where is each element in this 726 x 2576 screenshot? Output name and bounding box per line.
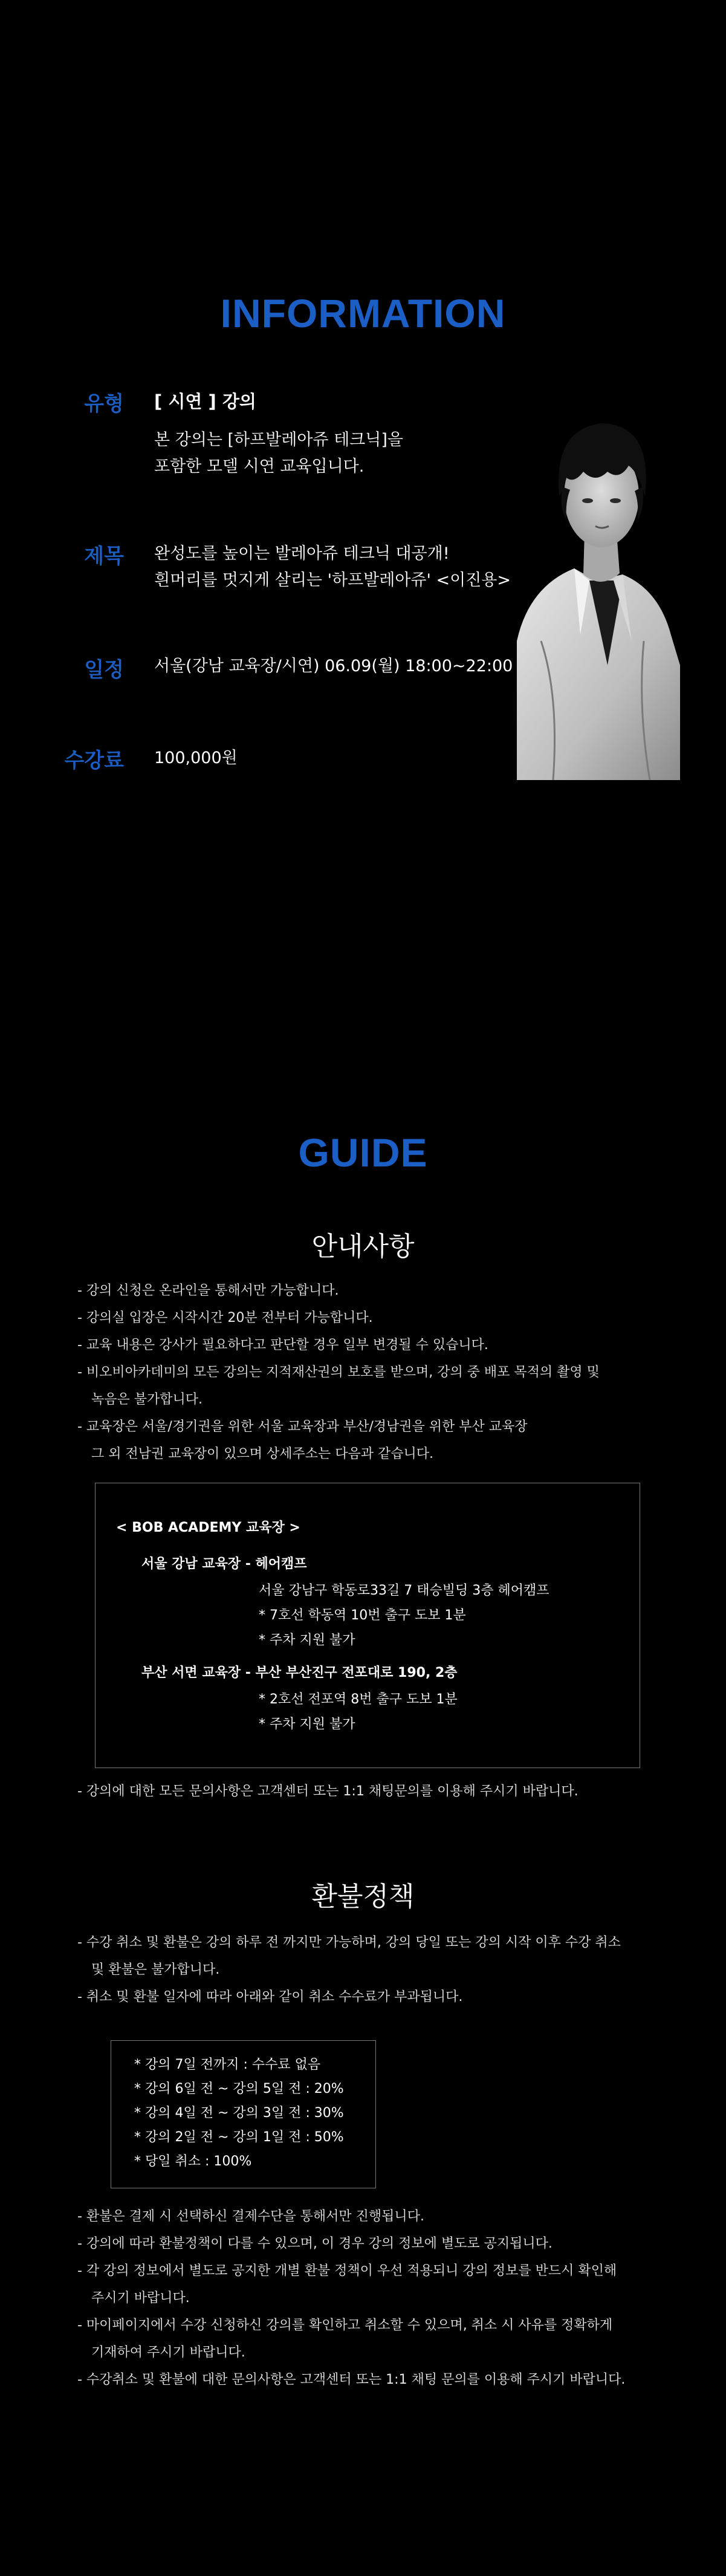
subject-label: 제목 — [84, 544, 124, 568]
guide-heading: GUIDE — [298, 1130, 428, 1175]
notice-list — [77, 1277, 658, 1468]
schedule-value: 서울(강남 교육장/시연) 06.09(월) 18:00~22:00 — [154, 657, 513, 675]
refund-item: - 각 강의 정보에서 별도로 공지한 개별 환불 정책이 우선 적용되니 강의 정보를 반드시 확인해 — [77, 2263, 617, 2278]
seoul-subway: * 7호선 학동역 10번 출구 도보 1분 — [259, 1608, 466, 1623]
notice-item: - 비오비아카데미의 모든 강의는 지적재산권의 보호를 받으며, 강의 중 배포 목적의 촬영 및 — [77, 1365, 600, 1380]
fee-label: 수강료 — [64, 749, 124, 773]
notice-item: - 교육장은 서울/경기권을 위한 서울 교육장과 부산/경남권을 위한 부산 교육장 — [77, 1419, 528, 1434]
notice-title: 안내사항 — [311, 1231, 415, 1262]
notice-footer: - 강의에 대한 모든 문의사항은 고객센터 또는 1:1 채팅문의를 이용해 주시기 바랍니다. — [77, 1784, 579, 1799]
notice-item: - 강의 신청은 온라인을 통해서만 가능합니다. — [77, 1283, 339, 1298]
notice-item: 녹음은 불가합니다. — [91, 1392, 203, 1407]
refund-fee-table — [111, 2040, 376, 2188]
seoul-location-name: 서울 강남 교육장 - 헤어캠프 — [141, 1556, 307, 1572]
refund-list-bottom — [77, 2203, 658, 2393]
type-title: [ 시연 ] 강의 — [154, 391, 256, 412]
refund-fee-row: * 강의 4일 전 ~ 강의 3일 전 : 30% — [134, 2106, 344, 2121]
instructor-photo — [517, 381, 680, 780]
refund-title: 환불정책 — [311, 1881, 415, 1912]
refund-fee-row: * 강의 2일 전 ~ 강의 1일 전 : 50% — [134, 2130, 344, 2145]
refund-item: - 수강 취소 및 환불은 강의 하루 전 까지만 가능하며, 강의 당일 또는 강의 시작 이후 수강 취소 — [77, 1935, 621, 1950]
type-desc-line-2: 포함한 모델 시연 교육입니다. — [154, 457, 365, 476]
busan-location-name: 부산 서면 교육장 - 부산 부산진구 전포대로 190, 2층 — [141, 1665, 458, 1680]
busan-parking: * 주차 지원 불가 — [259, 1717, 355, 1732]
subject-line-1: 완성도를 높이는 발레아쥬 테크닉 대공개! — [154, 544, 450, 563]
refund-item: - 마이페이지에서 수강 신청하신 강의를 확인하고 취소할 수 있으며, 취소 시 사유를 정확하게 — [77, 2318, 613, 2333]
refund-fee-row: * 강의 6일 전 ~ 강의 5일 전 : 20% — [134, 2081, 344, 2096]
busan-subway: * 2호선 전포역 8번 출구 도보 1분 — [259, 1692, 458, 1707]
information-heading: INFORMATION — [220, 291, 506, 336]
refund-item: - 강의에 따라 환불정책이 다를 수 있으며, 이 경우 강의 정보에 별도로 공지됩니다. — [77, 2236, 553, 2251]
academy-box-title: < BOB ACADEMY 교육장 > — [116, 1520, 300, 1535]
seoul-parking: * 주차 지원 불가 — [259, 1633, 355, 1648]
fee-value: 100,000원 — [154, 749, 238, 767]
refund-item: 기재하여 주시기 바랍니다. — [91, 2345, 245, 2360]
notice-item: - 교육 내용은 강사가 필요하다고 판단할 경우 일부 변경될 수 있습니다. — [77, 1338, 488, 1353]
subject-line-2: 흰머리를 멋지게 살리는 '하프발레아쥬' <이진용> — [154, 571, 511, 590]
academy-location-box — [95, 1483, 640, 1768]
notice-item: 그 외 전남권 교육장이 있으며 상세주소는 다음과 같습니다. — [91, 1446, 433, 1462]
refund-fee-row: * 강의 7일 전까지 : 수수료 없음 — [134, 2057, 321, 2072]
schedule-label: 일정 — [84, 658, 124, 682]
refund-list-top — [77, 1929, 658, 2011]
refund-item: - 환불은 결제 시 선택하신 결제수단을 통해서만 진행됩니다. — [77, 2209, 424, 2224]
refund-item: - 취소 및 환불 일자에 따라 아래와 같이 취소 수수료가 부과됩니다. — [77, 1989, 463, 2005]
seoul-address: 서울 강남구 학동로33길 7 태승빌딩 3층 헤어캠프 — [259, 1583, 549, 1598]
type-desc-line-1: 본 강의는 [하프발레아쥬 테크닉]을 — [154, 431, 403, 449]
notice-item: - 강의실 입장은 시작시간 20분 전부터 가능합니다. — [77, 1310, 373, 1325]
type-label: 유형 — [84, 392, 124, 416]
refund-item: - 수강취소 및 환불에 대한 문의사항은 고객센터 또는 1:1 채팅 문의를 이용해 주시기 바랍니다. — [77, 2372, 626, 2387]
refund-fee-row: * 당일 취소 : 100% — [134, 2154, 252, 2169]
refund-item: 주시기 바랍니다. — [91, 2291, 190, 2306]
refund-item: 및 환불은 불가합니다. — [91, 1962, 220, 1977]
